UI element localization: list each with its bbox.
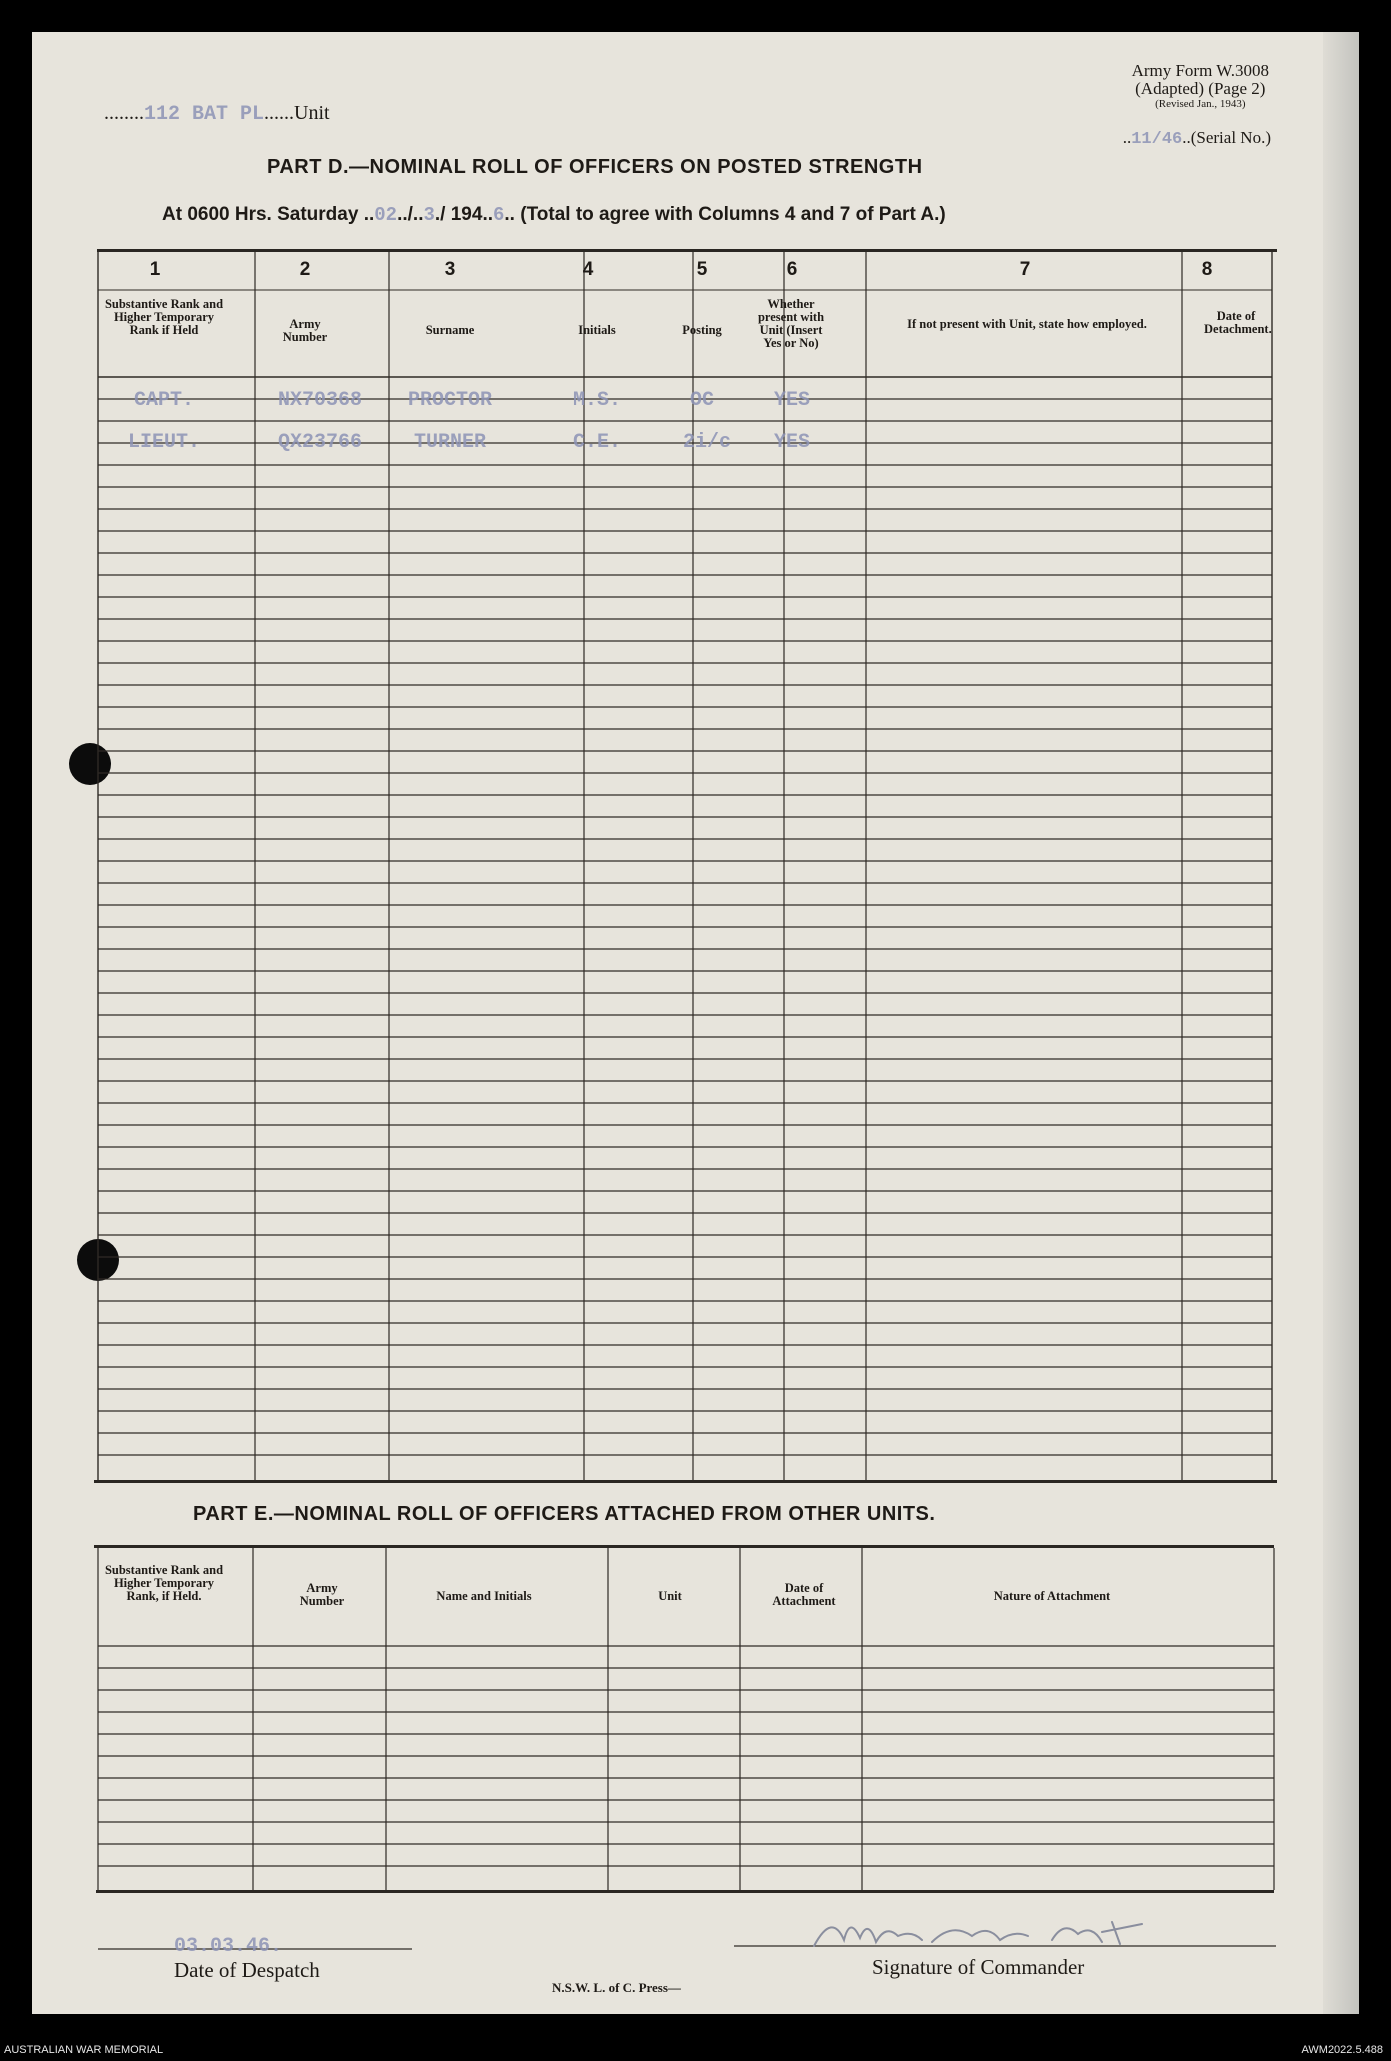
column-number-5: 5 [696,259,708,280]
header-initials: Initials [578,323,616,337]
header-how-employed: If not present with Unit, state how employed. [907,317,1147,331]
army-form-number: Army Form W.3008 [1131,61,1269,80]
caption-right: AWM2022.5.488 [1301,2044,1383,2056]
column-number-2: 2 [299,259,311,280]
serial-line: ..11/46..(Serial No.) [1122,128,1271,149]
header-e-army-number: Army Number [299,1581,345,1608]
row-2-surname: TURNER [413,431,486,454]
part-e-bottom-rule [96,1890,1274,1893]
caption-left: AUSTRALIAN WAR MEMORIAL [4,2044,164,2056]
header-posting: Posting [682,323,722,337]
column-number-3: 3 [444,259,456,280]
army-form-revised: (Revised Jan., 1943) [1155,98,1246,110]
column-number-8: 8 [1201,259,1213,280]
row-1-initials: M.S. [572,389,621,412]
part-d-date-line: At 0600 Hrs. Saturday ..02../..3./ 194..6.. (Total to agree with Columns 4 and 7 of Part A.) [162,204,946,226]
press-imprint: N.S.W. L. of C. Press— [552,1980,681,1995]
at-month: 3 [423,204,435,226]
form-page [32,32,1359,2014]
header-e-date-attachment: Date of Attachment [772,1581,836,1608]
row-2-present: YES [773,431,810,454]
dispatch-date-value: 03.03.46. [174,1935,283,1958]
row-2-army-number: QX23766 [277,431,362,454]
part-e-title: PART E.—NOMINAL ROLL OF OFFICERS ATTACHED FROM OTHER UNITS. [193,1503,936,1525]
column-number-6: 6 [786,259,798,280]
row-1-posting: OC [689,389,714,412]
serial-label: (Serial No.) [1190,128,1271,147]
header-e-name-initials: Name and Initials [436,1589,532,1603]
header-rank: Substantive Rank and Higher Temporary Rank if Held [104,297,224,337]
column-number-4: 4 [582,259,594,280]
header-e-nature-attachment: Nature of Attachment [993,1589,1111,1603]
unit-label: Unit [294,102,330,124]
header-surname: Surname [425,323,475,337]
row-2-initials: C.E. [572,431,621,454]
row-1-present: YES [773,389,810,412]
at-day: 02 [374,204,398,226]
header-date-detachment: Date of Detachment. [1204,309,1272,336]
header-e-rank: Substantive Rank and Higher Temporary Rank, if Held. [104,1563,224,1603]
row-2-posting: 2i/c [682,431,731,454]
army-form-adapted: (Adapted) (Page 2) [1135,79,1266,98]
column-number-7: 7 [1019,259,1031,280]
at-year-digit: 6 [493,204,505,226]
at-year-prefix: 194 [450,204,483,225]
header-present: Whether present with Unit (Insert Yes or No) [757,297,825,350]
header-e-unit: Unit [658,1589,682,1603]
row-1-surname: PROCTOR [407,389,492,412]
row-2-rank: LIEUT. [127,431,200,454]
unit-value: 112 BAT PL [144,103,265,126]
commander-signature [802,1902,1182,1958]
serial-value: 11/46 [1131,130,1183,149]
dispatch-label: Date of Despatch [174,1958,320,1982]
unit-line: ........112 BAT PL......Unit [104,102,330,126]
row-1-rank: CAPT. [133,389,194,412]
row-1-army-number: NX70368 [277,389,362,412]
header-army-number: Army Number [282,317,328,344]
at-prefix: At 0600 Hrs. Saturday [162,204,359,225]
signature-label: Signature of Commander [872,1955,1085,1979]
at-suffix: (Total to agree with Columns 4 and 7 of Part A.) [520,204,946,225]
column-number-1: 1 [149,259,161,280]
part-d-title: PART D.—NOMINAL ROLL OF OFFICERS ON POSTED STRENGTH [267,156,923,178]
part-e-top-rule [94,1545,1274,1548]
